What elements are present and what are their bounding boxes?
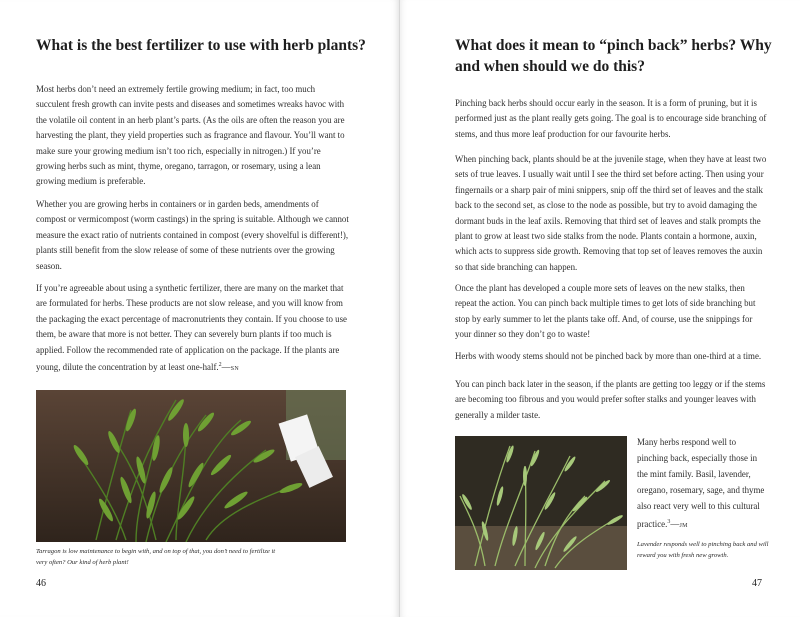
right-photo-caption: Lavender responds well to pinching back and will reward you with fresh new growth.	[637, 541, 769, 559]
right-paragraph-2: When pinching back, plants should be at the juvenile stage, when they have at least two sets of true leaves. I usually wait until I see the third set before acting. Then using your fingernails or a sharp pair of mini snippers, snip off the third set of leaves and the stalk back to the second set, as close to the node as possible, but try to avoid damaging the dormant buds in the leaf axils. Removing that third set of leaves and stalk prompts the plant to grow at least two side stalks from the node. Plants contain a hormone, auxin, which acts to suppress side growth. Removing that top set of leaves removes the auxin so that side branching can happen.	[455, 154, 767, 272]
lavender-photo	[455, 436, 627, 570]
left-paragraph-3-text: If you’re agreeable about using a synthetic fertilizer, there are many on the market that are formulated for herbs. These products are not slow release, and you will know from the packaging the exact percentage of macronutrients they contain. If you choose to use them, be aware that more is not better. They can severely burn plants if too much is applied. Follow the recommended rate of application on the package. If the plants are young, dilute the concentration by at least one-half.	[36, 283, 347, 372]
right-paragraph-6	[637, 434, 769, 532]
right-paragraph-4: Herbs with woody stems should not be pinched back by more than one-third at a time.	[455, 351, 762, 361]
author-tag-jm: —jm	[670, 518, 688, 529]
right-page	[400, 0, 800, 617]
left-photo-caption: Tarragon is low maintenance to begin with, and on top of that, you don’t need to fertilize it very often? Our kind of herb plant!	[36, 548, 276, 566]
footnote-ref-2: 2	[218, 362, 222, 369]
page-number-right: 47	[752, 578, 762, 589]
author-tag-sn: —sn	[221, 362, 240, 372]
left-page-title: What is the best fertilizer to use with herb plants?	[36, 37, 366, 54]
right-paragraph-6-text: Many herbs respond well to pinching back, especially those in the mint family. Basil, lavender, oregano, rosemary, sage, and thyme also react very well to this cultural practice.	[637, 437, 765, 529]
right-page-title: What does it mean to “pinch back” herbs? Why and when should we do this?	[455, 37, 772, 75]
footnote-ref-3: 3	[667, 519, 671, 525]
right-paragraph-3: Once the plant has developed a couple more sets of leaves on the new stalks, then repeat the action. You can pinch back multiple times to get lots of side branching but stop by early summer to let the plants take off. And, of course, use the snippings for your dinner so they don’t go to waste!	[455, 283, 756, 340]
right-paragraph-1: Pinching back herbs should occur early in the season. It is a form of pruning, but it is performed just as the plant really gets going. The goal is to encourage side branching of stems, and thus more leaf production for our favourite herbs.	[455, 98, 767, 139]
left-paragraph-2: Whether you are growing herbs in containers or in garden beds, amendments of compost or vermicompost (worm castings) in the spring is suitable. Although we cannot measure the exact ratio of nutrients contained in compost (every shovelful is different!), plants still benefit from the slow release of some of these nutrients over the growing season.	[36, 199, 349, 271]
tarragon-plant-illustration	[36, 390, 346, 542]
page-number-left: 46	[36, 578, 46, 589]
left-paragraph-3	[36, 281, 350, 375]
lavender-plant-illustration	[455, 436, 627, 570]
left-paragraph-1: Most herbs don’t need an extremely fertile growing medium; in fact, too much succulent fresh growth can invite pests and diseases and sometimes wreaks havoc with the volatile oil content in an herb plant’s parts. (As the oils are often the reason you are harvesting the plant, they yield properties such as fragrance and flavour. You’ll want to make sure your growing medium isn’t too rich, especially in nitrogen.) If you’re growing herbs such as mint, thyme, oregano, tarragon, or rosemary, using a lean growing medium is preferable.	[36, 84, 345, 187]
tarragon-photo	[36, 390, 346, 542]
right-paragraph-5: You can pinch back later in the season, if the plants are getting too leggy or if the stems are becoming too fibrous and you would prefer softer stalks and younger leaves with generally a milder taste.	[455, 379, 766, 420]
